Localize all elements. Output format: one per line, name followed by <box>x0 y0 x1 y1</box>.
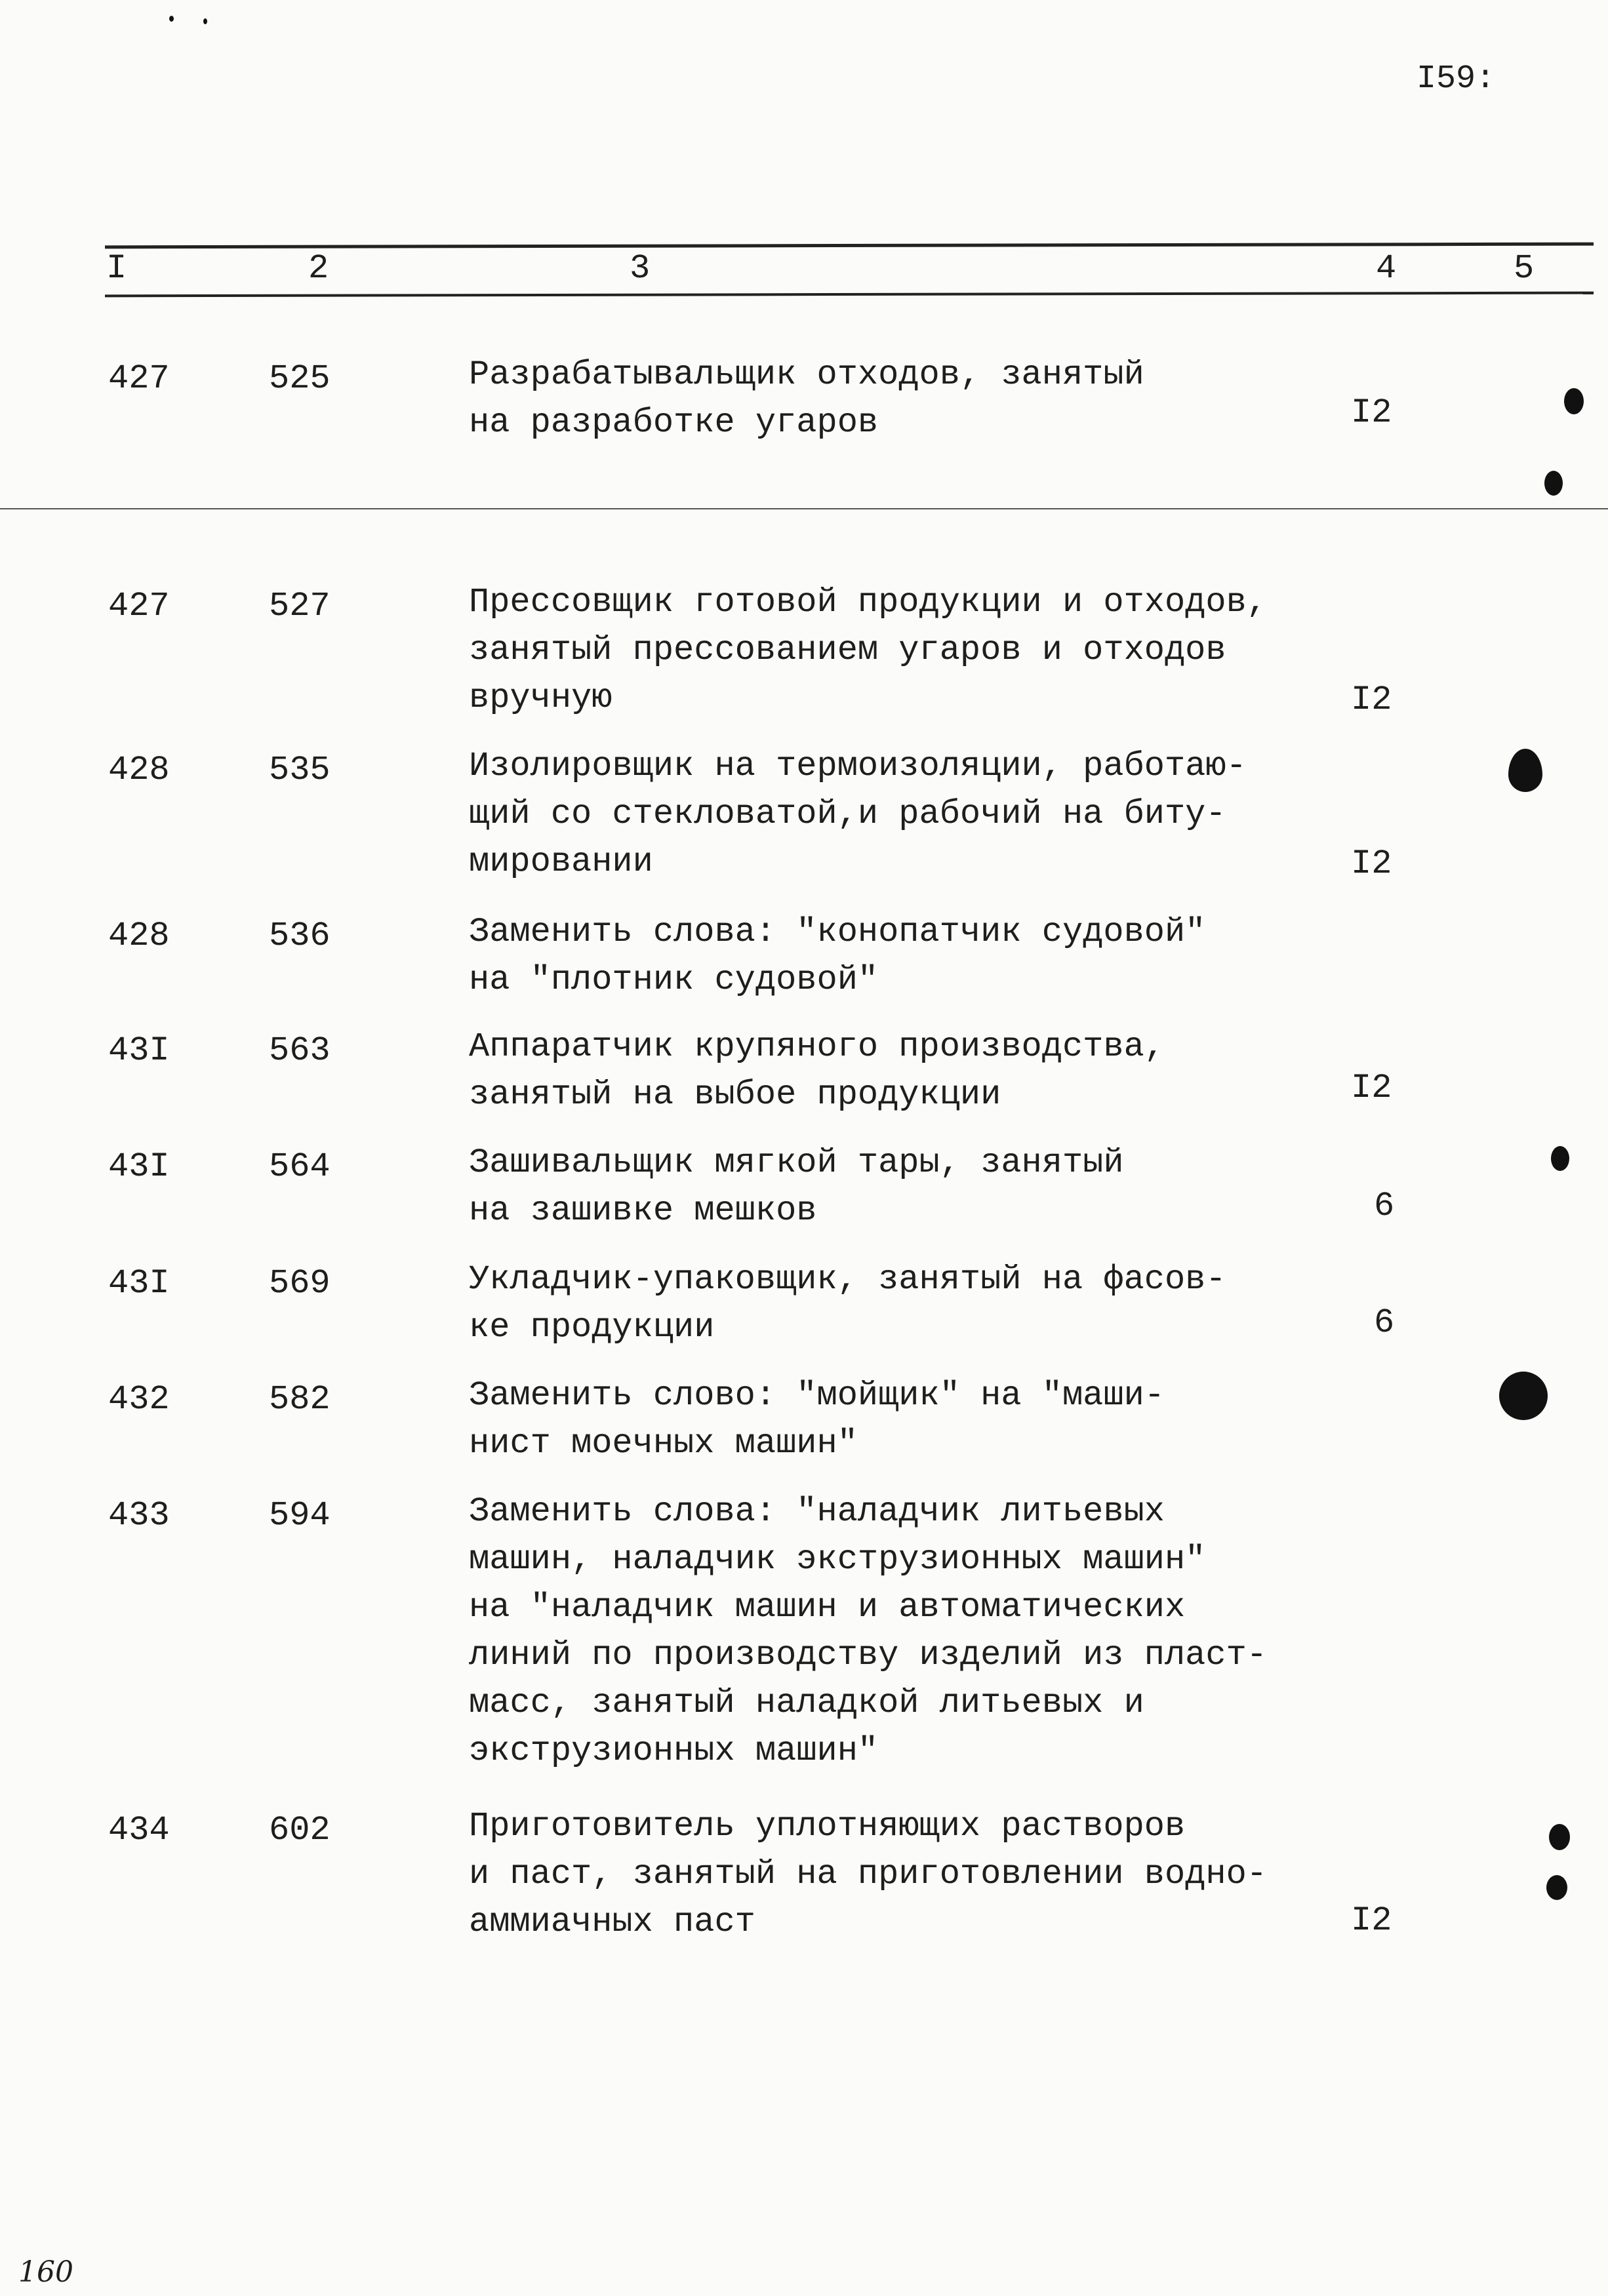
scan-speck <box>203 18 207 24</box>
cell-col4: I2 <box>1351 1069 1392 1107</box>
cell-col3-line: и паст, занятый на приготовлении водно- <box>469 1855 1267 1893</box>
cell-col1: 427 <box>108 587 170 625</box>
cell-col1: 43I <box>108 1264 170 1303</box>
cell-col4: 6 <box>1374 1187 1395 1225</box>
cell-col3-line: ке продукции <box>469 1308 715 1347</box>
cell-col2: 602 <box>269 1811 331 1850</box>
cell-col4: I2 <box>1351 844 1392 883</box>
header-bottom-rule <box>105 292 1594 298</box>
cell-col3-line: Зашивальщик мягкой тары, занятый <box>469 1143 1124 1182</box>
cell-col4: I2 <box>1351 681 1392 719</box>
cell-col1: 428 <box>108 751 170 789</box>
cell-col2: 563 <box>269 1031 331 1070</box>
cell-col1: 427 <box>108 359 170 398</box>
cell-col3-line: на разработке угаров <box>469 403 879 442</box>
column-header-4: 4 <box>1376 249 1397 288</box>
cell-col3-line: масс, занятый наладкой литьевых и <box>469 1684 1144 1722</box>
cell-col3-line: Заменить слово: "мойщик" на "маши- <box>469 1376 1165 1415</box>
column-header-1: I <box>106 249 127 288</box>
cell-col3-line: Заменить слова: "наладчик литьевых <box>469 1492 1165 1531</box>
scan-speck <box>169 16 174 22</box>
column-header-3: 3 <box>630 249 651 288</box>
cell-col3-line: на "плотник судовой" <box>469 960 879 999</box>
cell-col3-line: аммиачных паст <box>469 1903 755 1941</box>
cell-col3-line: на "наладчик машин и автоматических <box>469 1588 1186 1627</box>
cell-col2: 594 <box>269 1496 331 1535</box>
cell-col3-line: Разрабатывальщик отходов, занятый <box>469 355 1144 394</box>
punch-hole-mark <box>1544 471 1563 496</box>
punch-hole-mark <box>1551 1146 1569 1171</box>
cell-col3-line: вручную <box>469 679 613 717</box>
cell-col1: 43I <box>108 1147 170 1186</box>
cell-col3-line: щий со стекловатой,и рабочий на биту- <box>469 795 1226 833</box>
header-top-rule <box>105 243 1594 249</box>
cell-col3-line: экструзионных машин" <box>469 1732 879 1770</box>
cell-col3-line: машин, наладчик экструзионных машин" <box>469 1540 1206 1579</box>
cell-col3-line: Заменить слова: "конопатчик судовой" <box>469 913 1206 951</box>
punch-hole-mark <box>1564 388 1584 414</box>
punch-hole-mark <box>1546 1875 1567 1900</box>
punch-hole-mark <box>1508 749 1542 792</box>
cell-col4: I2 <box>1351 1901 1392 1940</box>
cell-col2: 536 <box>269 917 331 955</box>
cell-col3-line: занятый на выбое продукции <box>469 1075 1001 1114</box>
handwritten-note: 160 <box>18 2255 73 2289</box>
cell-col4: 6 <box>1374 1303 1395 1342</box>
cell-col2: 535 <box>269 751 331 789</box>
cell-col1: 434 <box>108 1811 170 1850</box>
cell-col4: I2 <box>1351 393 1392 432</box>
column-header-2: 2 <box>308 249 329 288</box>
cell-col3-line: Укладчик-упаковщик, занятый на фасов- <box>469 1260 1226 1299</box>
cell-col2: 525 <box>269 359 331 398</box>
punch-hole-mark <box>1499 1372 1548 1420</box>
cell-col3-line: Приготовитель уплотняющих растворов <box>469 1807 1186 1846</box>
cell-col3-line: занятый прессованием угаров и отходов <box>469 631 1226 669</box>
cell-col1: 43I <box>108 1031 170 1070</box>
cell-col3-line: Прессовщик готовой продукции и отходов, <box>469 583 1267 622</box>
cell-col2: 527 <box>269 587 331 625</box>
cell-col2: 569 <box>269 1264 331 1303</box>
cell-col3-line: линий по производству изделий из пласт- <box>469 1636 1267 1674</box>
punch-hole-mark <box>1549 1824 1570 1850</box>
cell-col2: 582 <box>269 1380 331 1419</box>
cell-col1: 432 <box>108 1380 170 1419</box>
cell-col3-line: на зашивке мешков <box>469 1191 817 1230</box>
row-separator <box>0 508 1608 509</box>
cell-col3-line: Аппаратчик крупяного производства, <box>469 1027 1165 1066</box>
column-header-5: 5 <box>1514 249 1535 288</box>
cell-col1: 428 <box>108 917 170 955</box>
cell-col1: 433 <box>108 1496 170 1535</box>
page-number: I59: <box>1417 60 1496 98</box>
cell-col3-line: нист моечных машин" <box>469 1424 858 1463</box>
cell-col3-line: мировании <box>469 842 653 881</box>
cell-col2: 564 <box>269 1147 331 1186</box>
cell-col3-line: Изолировщик на термоизоляции, работаю- <box>469 747 1247 785</box>
